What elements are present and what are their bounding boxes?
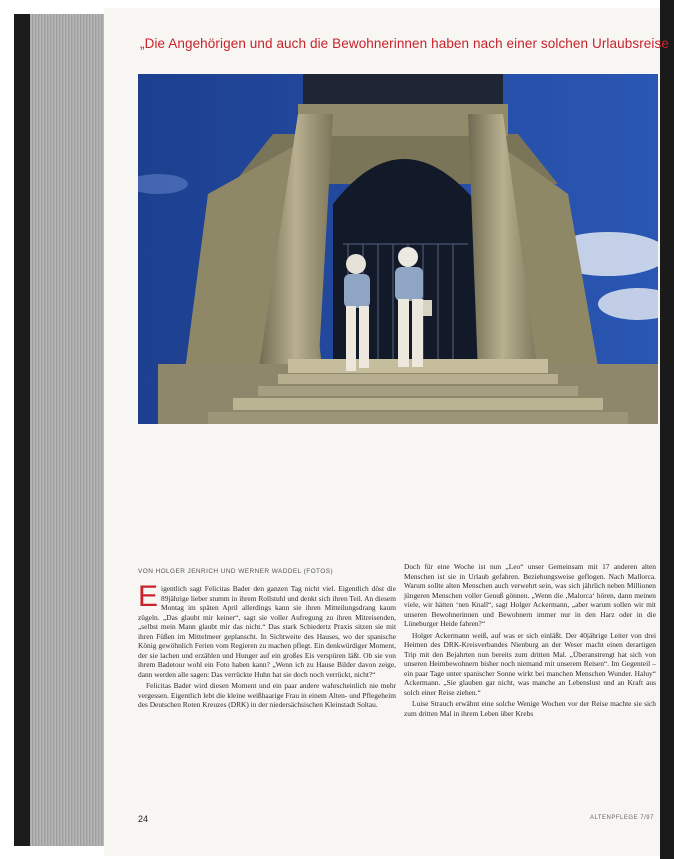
byline: VON HOLGER JENRICH UND WERNER WADDEL (FOTOS) bbox=[138, 568, 334, 575]
body-column-1 bbox=[138, 580, 396, 712]
paragraph: Felicitas Bader wird diesen Moment und ein paar andere wahrscheinlich nie mehr vergessen. Eigentlich lebt die kleine weißhaarige Frau in einem Alten- und Pflegeheim des Deutschen Roten Kreuzes (DRK) in der niedersächsischen Kleinstadt Soltau. bbox=[138, 681, 396, 709]
pull-quote-headline: „Die Angehörigen und auch die Bewohnerinnen haben nach einer solchen Urlaubsreise bbox=[140, 36, 669, 51]
book-spine-shadow bbox=[14, 14, 30, 846]
running-footer: ALTENPFLEGE 7/97 bbox=[590, 815, 654, 821]
photo-two-women-descending-temple-steps-icon bbox=[138, 74, 658, 424]
drop-cap: E bbox=[138, 580, 159, 613]
paragraph: Luise Strauch erwähnt eine solche Wenige Wochen vor der Reise machte sie sich zum dritten Mal in ihrem Leben über Krebs bbox=[404, 699, 656, 718]
paragraph bbox=[138, 580, 396, 679]
paragraph-text: igentlich sagt Felicitas Bader den ganzen Tag nicht viel. Eigentlich döst die 89jährige lieber stumm in ihrem Rollstuhl und denkt sich ihren Teil. An diesem Montag im späten April allerdings kann sie ihren Mitteilungsdrang kaum zügeln. „Das glaubt mir keiner“, sagt sie voller Aufregung zu ihren Mitreisenden, „selbst mein Mann glaubt mir das nicht.“ Das stark Schiedertz Praxis sitzen sie mit ihren Füßen im Mittelmeer geplanscht. In Sichtweite des Hauses, wo der spanische König gewöhnlich Ferien vom Regieren zu machen pflegt. Ein denkwürdiger Moment, der sie lachen und erzählen und Hunger auf ein großes Eis verspüren läßt. Ob sie von ihrem Badetour wohl ein Foto haben kann? „Wenn ich zu Hause Bilder davon zeige, dann werden alle sagen: Das verrückte Huhn hat sie doch noch verrückt, nicht?“ bbox=[138, 584, 396, 679]
paragraph: Doch für eine Woche ist nun „Leo“ unser Gemeinsam mit 17 anderen alten Menschen ist sie in Urlaub gefahren. Beziehungsweise geflogen. Nach Mallorca. Warum sollte alten Menschen auch verwehrt sein, was sich jährlich neben Millionen jüngeren Menschen voller Genuß gönnen. „Wenn die ‚Malorca‘ hören, dann meinen viele, wir hätten ‘nen Knall“, sagt Holger Ackermann, „aber warum sollen wir mit unseren Bewohnerinnen und Bewohnern immer nur in den Harz oder in die Lüneburger Heide fahren?“ bbox=[404, 562, 656, 628]
body-column-2 bbox=[404, 562, 656, 720]
page-number: 24 bbox=[138, 814, 149, 824]
paragraph: Holger Ackermann weiß, auf was er sich einläßt. Der 40jährige Leiter von drei Heimen des DRK-Kreisverbandes Nienburg an der Weser macht einen derartigen Trip mit den Bejahrten nun bereits zum dritten Mal. „Überanstrengt hat sich von unseren Heimbewohnern bisher noch niemand mit unserem Reisen“. Im Gegenteil – ein paar Tage unter spanischer Sonne wirkt bei manchen Menschen Wunder. Haluy“ Ackermann. „Sie glauben gar nicht, was manche an Lebenslust und an Kraft aus solch einer Reise ziehen.“ bbox=[404, 630, 656, 697]
feature-photo bbox=[138, 74, 658, 424]
right-scan-edge bbox=[660, 0, 674, 859]
